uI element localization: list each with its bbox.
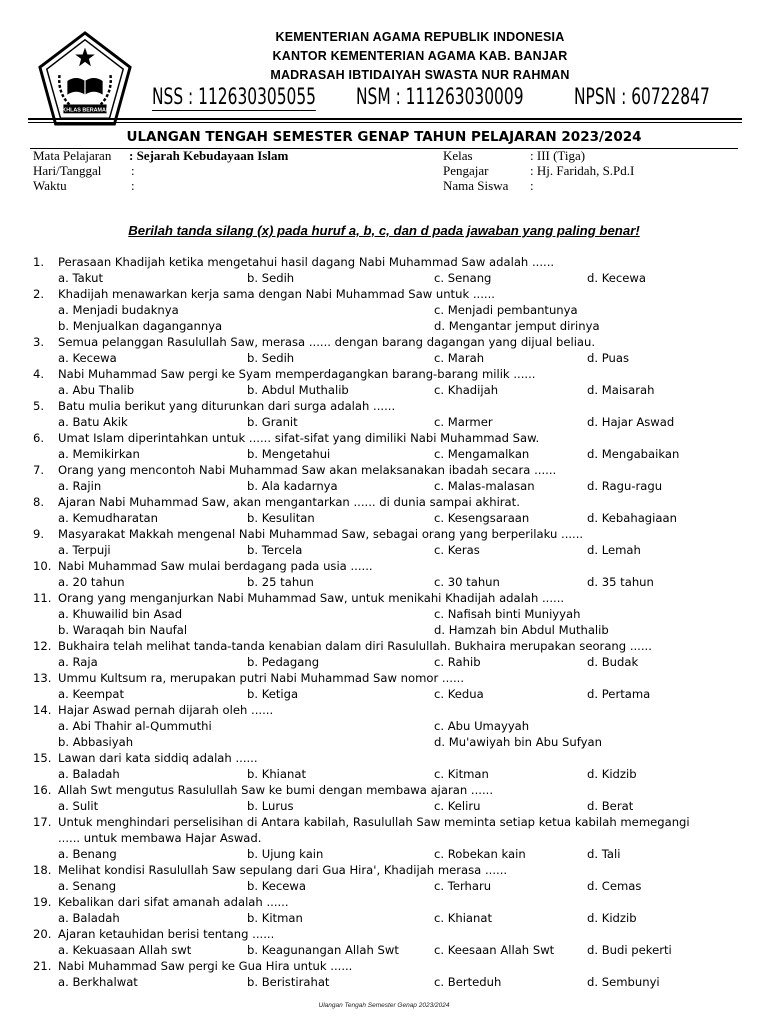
answer-option: b. Beristirahat <box>247 975 330 989</box>
answer-option: d. Ragu-ragu <box>587 479 663 493</box>
answer-option: b. Menjualkan dagangannya <box>58 319 223 333</box>
date-label: Hari/Tanggal <box>33 163 102 178</box>
answer-option: b. Waraqah bin Naufal <box>58 623 188 637</box>
question-text: Melihat kondisi Rasulullah Saw sepulang dari Gua Hira', Khadijah merasa ...... <box>58 863 508 877</box>
question-number: 12. <box>33 639 52 653</box>
options-row <box>0 446 768 462</box>
options-row <box>0 878 768 894</box>
ministry-name: KEMENTERIAN AGAMA REPUBLIK INDONESIA <box>275 30 565 44</box>
answer-option: a. Abi Thahir al-Qummuthi <box>58 719 212 733</box>
answer-option: d. Budak <box>587 655 639 669</box>
class-label: Kelas <box>443 148 473 163</box>
answer-option: c. Abu Umayyah <box>434 719 530 733</box>
question-number: 13. <box>33 671 52 685</box>
answer-option: c. Menjadi pembantunya <box>434 303 578 317</box>
question-stem <box>0 590 768 606</box>
options-row <box>0 382 768 398</box>
question-item <box>0 286 768 334</box>
answer-option: d. Tali <box>587 847 621 861</box>
question-number: 6. <box>33 431 45 445</box>
answer-option: a. Kecewa <box>58 351 117 365</box>
office-name: KANTOR KEMENTERIAN AGAMA KAB. BANJAR <box>272 49 568 63</box>
answer-option: c. 30 tahun <box>434 575 500 589</box>
question-stem <box>0 670 768 686</box>
question-number: 7. <box>33 463 45 477</box>
question-item <box>0 430 768 462</box>
answer-option: d. Mengabaikan <box>587 447 680 461</box>
answer-option: a. Kekuasaan Allah swt <box>58 943 192 957</box>
question-text: Hajar Aswad pernah dijarah oleh ...... <box>58 703 274 717</box>
question-text: Bukhaira telah melihat tanda-tanda kenabian dalam diri Rasulullah. Bukhaira merupakan seorang ...... <box>58 639 652 653</box>
answer-option: a. Senang <box>58 879 117 893</box>
question-text: Orang yang menganjurkan Nabi Muhammad Saw, untuk menikahi Khadijah adalah ...... <box>58 591 565 605</box>
answer-option: b. Keagunangan Allah Swt <box>247 943 399 957</box>
answer-option: a. Memikirkan <box>58 447 140 461</box>
question-stem <box>0 702 768 718</box>
question-stem <box>0 558 768 574</box>
options-row <box>0 974 768 990</box>
answer-option: b. Ujung kain <box>247 847 324 861</box>
question-number: 14. <box>33 703 52 717</box>
question-stem <box>0 814 768 830</box>
question-text: Untuk menghindari perselisihan di Antara kabilah, Rasulullah Saw meminta setiap ketua kabilah memegangi <box>58 815 690 829</box>
answer-option: c. Mengamalkan <box>434 447 530 461</box>
question-text: Semua pelanggan Rasulullah Saw, merasa ...... dengan barang dagangan yang dijual beliau. <box>58 335 596 349</box>
question-item <box>0 526 768 558</box>
answer-option: b. Granit <box>247 415 298 429</box>
answer-option: b. Abbasiyah <box>58 735 134 749</box>
page-footer: Ulangan Tengah Semester Genap 2023/2024 <box>318 1002 450 1009</box>
answer-option: c. Kesengsaraan <box>434 511 530 525</box>
answer-option: a. Keempat <box>58 687 125 701</box>
question-item <box>0 254 768 286</box>
subject-label: Mata Pelajaran <box>33 148 112 163</box>
npsn-number: NPSN : 60722847 <box>574 85 710 110</box>
answer-option: b. Abdul Muthalib <box>247 383 349 397</box>
question-text: Orang yang mencontoh Nabi Muhammad Saw akan melaksanakan ibadah secara ...... <box>58 463 557 477</box>
question-item <box>0 894 768 926</box>
nss-number: NSS : 112630305055 <box>152 85 317 110</box>
question-text: Masyarakat Makkah mengenal Nabi Muhammad Saw, sebagai orang yang berperilaku ...... <box>58 527 584 541</box>
date-value: : <box>131 163 135 178</box>
options-row <box>0 542 768 558</box>
answer-option: d. Puas <box>587 351 630 365</box>
options-row <box>0 910 768 926</box>
question-number: 11. <box>33 591 52 605</box>
question-stem <box>0 782 768 798</box>
options-row <box>0 798 768 814</box>
question-number: 21. <box>33 959 52 973</box>
answer-option: a. Menjadi budaknya <box>58 303 179 317</box>
question-item <box>0 334 768 366</box>
answer-option: a. Baladah <box>58 911 120 925</box>
answer-option: d. Kecewa <box>587 271 646 285</box>
question-item <box>0 398 768 430</box>
school-name: MADRASAH IBTIDAIYAH SWASTA NUR RAHMAN <box>270 68 570 82</box>
options-row <box>0 270 768 286</box>
question-item <box>0 702 768 750</box>
options-row <box>0 574 768 590</box>
answer-option: c. Marmer <box>434 415 493 429</box>
answer-option: d. 35 tahun <box>587 575 654 589</box>
subject-value: : Sejarah Kebudayaan Islam <box>129 148 289 163</box>
answer-option: c. Keliru <box>434 799 481 813</box>
question-item <box>0 670 768 702</box>
answer-option: b. Tercela <box>247 543 303 557</box>
student-name-value: : <box>530 178 534 193</box>
exam-title: ULANGAN TENGAH SEMESTER GENAP TAHUN PELAJARAN 2023/2024 <box>126 129 642 145</box>
teacher-label: Pengajar <box>443 163 489 178</box>
answer-option: c. Keesaan Allah Swt <box>434 943 555 957</box>
answer-option: d. Lemah <box>587 543 641 557</box>
options-row <box>0 766 768 782</box>
question-text: Nabi Muhammad Saw pergi ke Gua Hira untuk ...... <box>58 959 353 973</box>
time-value: : <box>131 178 135 193</box>
options-row <box>0 846 768 862</box>
answer-option: d. Berat <box>587 799 634 813</box>
letterhead <box>0 0 768 120</box>
question-text: Umat Islam diperintahkan untuk ...... sifat-sifat yang dimiliki Nabi Muhammad Saw. <box>58 431 540 445</box>
answer-option: c. Khadijah <box>434 383 499 397</box>
instruction-text: Berilah tanda silang (x) pada huruf a, b, c, dan d pada jawaban yang paling benar! <box>128 223 640 238</box>
answer-option: d. Sembunyi <box>587 975 660 989</box>
question-number: 4. <box>33 367 45 381</box>
question-stem <box>0 430 768 446</box>
question-number: 16. <box>33 783 52 797</box>
options-row <box>0 734 768 750</box>
question-number: 20. <box>33 927 52 941</box>
nsm-number: NSM : 111263030009 <box>356 85 524 110</box>
answer-option: a. Kemudharatan <box>58 511 158 525</box>
question-text: Ajaran ketauhidan berisi tentang ...... <box>58 927 275 941</box>
answer-option: a. Khuwailid bin Asad <box>58 607 183 621</box>
answer-option: b. Kesulitan <box>247 511 315 525</box>
question-item <box>0 782 768 814</box>
question-number: 1. <box>33 255 45 269</box>
answer-option: d. Kidzib <box>587 767 637 781</box>
options-row <box>0 654 768 670</box>
answer-option: b. Kecewa <box>247 879 306 893</box>
question-item <box>0 494 768 526</box>
answer-option: c. Rahib <box>434 655 481 669</box>
answer-option: a. Takut <box>58 271 103 285</box>
question-item <box>0 862 768 894</box>
answer-option: d. Hamzah bin Abdul Muthalib <box>434 623 609 637</box>
options-row <box>0 414 768 430</box>
question-stem <box>0 494 768 510</box>
question-item <box>0 638 768 670</box>
question-text: Ajaran Nabi Muhammad Saw, akan mengantarkan ...... di dunia sampai akhirat. <box>58 495 520 509</box>
answer-option: c. Berteduh <box>434 975 502 989</box>
teacher-value: : Hj. Faridah, S.Pd.I <box>530 163 635 178</box>
question-stem <box>0 638 768 654</box>
answer-option: b. Lurus <box>247 799 294 813</box>
answer-option: d. Cemas <box>587 879 642 893</box>
answer-option: a. Sulit <box>58 799 99 813</box>
answer-option: b. Ketiga <box>247 687 299 701</box>
options-row <box>0 302 768 318</box>
question-item <box>0 926 768 958</box>
answer-option: b. 25 tahun <box>247 575 314 589</box>
answer-option: b. Mengetahui <box>247 447 331 461</box>
answer-option: d. Pertama <box>587 687 651 701</box>
answer-option: c. Robekan kain <box>434 847 526 861</box>
question-stem <box>0 462 768 478</box>
answer-option: a. Batu Akik <box>58 415 128 429</box>
question-stem <box>0 894 768 910</box>
answer-option: b. Khianat <box>247 767 307 781</box>
options-row <box>0 606 768 622</box>
options-row <box>0 350 768 366</box>
question-item <box>0 462 768 494</box>
answer-option: b. Sedih <box>247 351 295 365</box>
options-row <box>0 942 768 958</box>
exam-info <box>33 148 733 196</box>
question-item <box>0 590 768 638</box>
school-ids <box>150 85 710 115</box>
question-stem <box>0 398 768 414</box>
question-text: Perasaan Khadijah ketika mengetahui hasil dagang Nabi Muhammad Saw adalah ...... <box>58 255 555 269</box>
question-number: 2. <box>33 287 45 301</box>
answer-option: d. Kebahagiaan <box>587 511 677 525</box>
question-text-continued: ...... untuk membawa Hajar Aswad. <box>58 831 262 845</box>
question-list <box>0 254 768 990</box>
question-item <box>0 366 768 398</box>
answer-option: c. Senang <box>434 271 492 285</box>
header-divider-thin <box>28 122 742 123</box>
student-name-label: Nama Siswa <box>443 178 509 193</box>
time-label: Waktu <box>33 178 67 193</box>
answer-option: b. Sedih <box>247 271 295 285</box>
answer-option: a. Terpuji <box>58 543 111 557</box>
answer-option: b. Ala kadarnya <box>247 479 338 493</box>
question-stem <box>0 254 768 270</box>
answer-option: a. Raja <box>58 655 98 669</box>
answer-option: d. Hajar Aswad <box>587 415 675 429</box>
options-row <box>0 510 768 526</box>
question-text: Batu mulia berikut yang diturunkan dari surga adalah ...... <box>58 399 396 413</box>
question-text: Lawan dari kata siddiq adalah ...... <box>58 751 258 765</box>
answer-option: c. Marah <box>434 351 485 365</box>
logo-ribbon-text: IKHLAS BERAMAL <box>60 107 110 114</box>
question-text: Kebalikan dari sifat amanah adalah ...... <box>58 895 289 909</box>
question-item <box>0 558 768 590</box>
answer-option: d. Maisarah <box>587 383 655 397</box>
madrasah-logo-icon <box>36 30 134 128</box>
question-stem <box>0 334 768 350</box>
question-text: Allah Swt mengutus Rasulullah Saw ke bumi dengan membawa ajaran ...... <box>58 783 494 797</box>
question-text: Nabi Muhammad Saw mulai berdagang pada usia ...... <box>58 559 373 573</box>
answer-option: c. Terharu <box>434 879 492 893</box>
answer-option: c. Khianat <box>434 911 493 925</box>
answer-option: d. Mu'awiyah bin Abu Sufyan <box>434 735 602 749</box>
question-number: 5. <box>33 399 45 413</box>
question-text: Nabi Muhammad Saw pergi ke Syam memperdagangkan barang-barang milik ...... <box>58 367 536 381</box>
answer-option: d. Mengantar jemput dirinya <box>434 319 600 333</box>
question-stem <box>0 286 768 302</box>
question-item <box>0 958 768 990</box>
answer-option: d. Kidzib <box>587 911 637 925</box>
question-number: 18. <box>33 863 52 877</box>
question-item <box>0 814 768 862</box>
answer-option: c. Malas-malasan <box>434 479 535 493</box>
options-row <box>0 686 768 702</box>
question-number: 17. <box>33 815 52 829</box>
question-stem <box>0 526 768 542</box>
question-number: 19. <box>33 895 52 909</box>
class-value: : III (Tiga) <box>530 148 586 163</box>
question-stem <box>0 366 768 382</box>
question-stem <box>0 750 768 766</box>
options-row <box>0 318 768 334</box>
answer-option: c. Nafisah binti Muniyyah <box>434 607 581 621</box>
answer-option: d. Budi pekerti <box>587 943 672 957</box>
question-number: 9. <box>33 527 45 541</box>
answer-option: b. Kitman <box>247 911 303 925</box>
question-stem <box>0 862 768 878</box>
question-number: 15. <box>33 751 52 765</box>
answer-option: a. Rajin <box>58 479 102 493</box>
answer-option: a. 20 tahun <box>58 575 125 589</box>
answer-option: b. Pedagang <box>247 655 320 669</box>
question-stem-continued <box>0 830 768 846</box>
options-row <box>0 718 768 734</box>
answer-option: a. Abu Thalib <box>58 383 135 397</box>
question-number: 10. <box>33 559 52 573</box>
answer-option: a. Berkhalwat <box>58 975 138 989</box>
question-text: Khadijah menawarkan kerja sama dengan Nabi Muhammad Saw untuk ...... <box>58 287 495 301</box>
options-row <box>0 622 768 638</box>
question-number: 8. <box>33 495 45 509</box>
answer-option: c. Keras <box>434 543 480 557</box>
options-row <box>0 478 768 494</box>
question-stem <box>0 926 768 942</box>
question-text: Ummu Kultsum ra, merupakan putri Nabi Muhammad Saw nomor ...... <box>58 671 465 685</box>
answer-option: a. Benang <box>58 847 117 861</box>
answer-option: c. Kitman <box>434 767 489 781</box>
answer-option: a. Baladah <box>58 767 120 781</box>
question-stem <box>0 958 768 974</box>
answer-option: c. Kedua <box>434 687 484 701</box>
question-item <box>0 750 768 782</box>
question-number: 3. <box>33 335 45 349</box>
header-divider-thick <box>28 118 742 120</box>
